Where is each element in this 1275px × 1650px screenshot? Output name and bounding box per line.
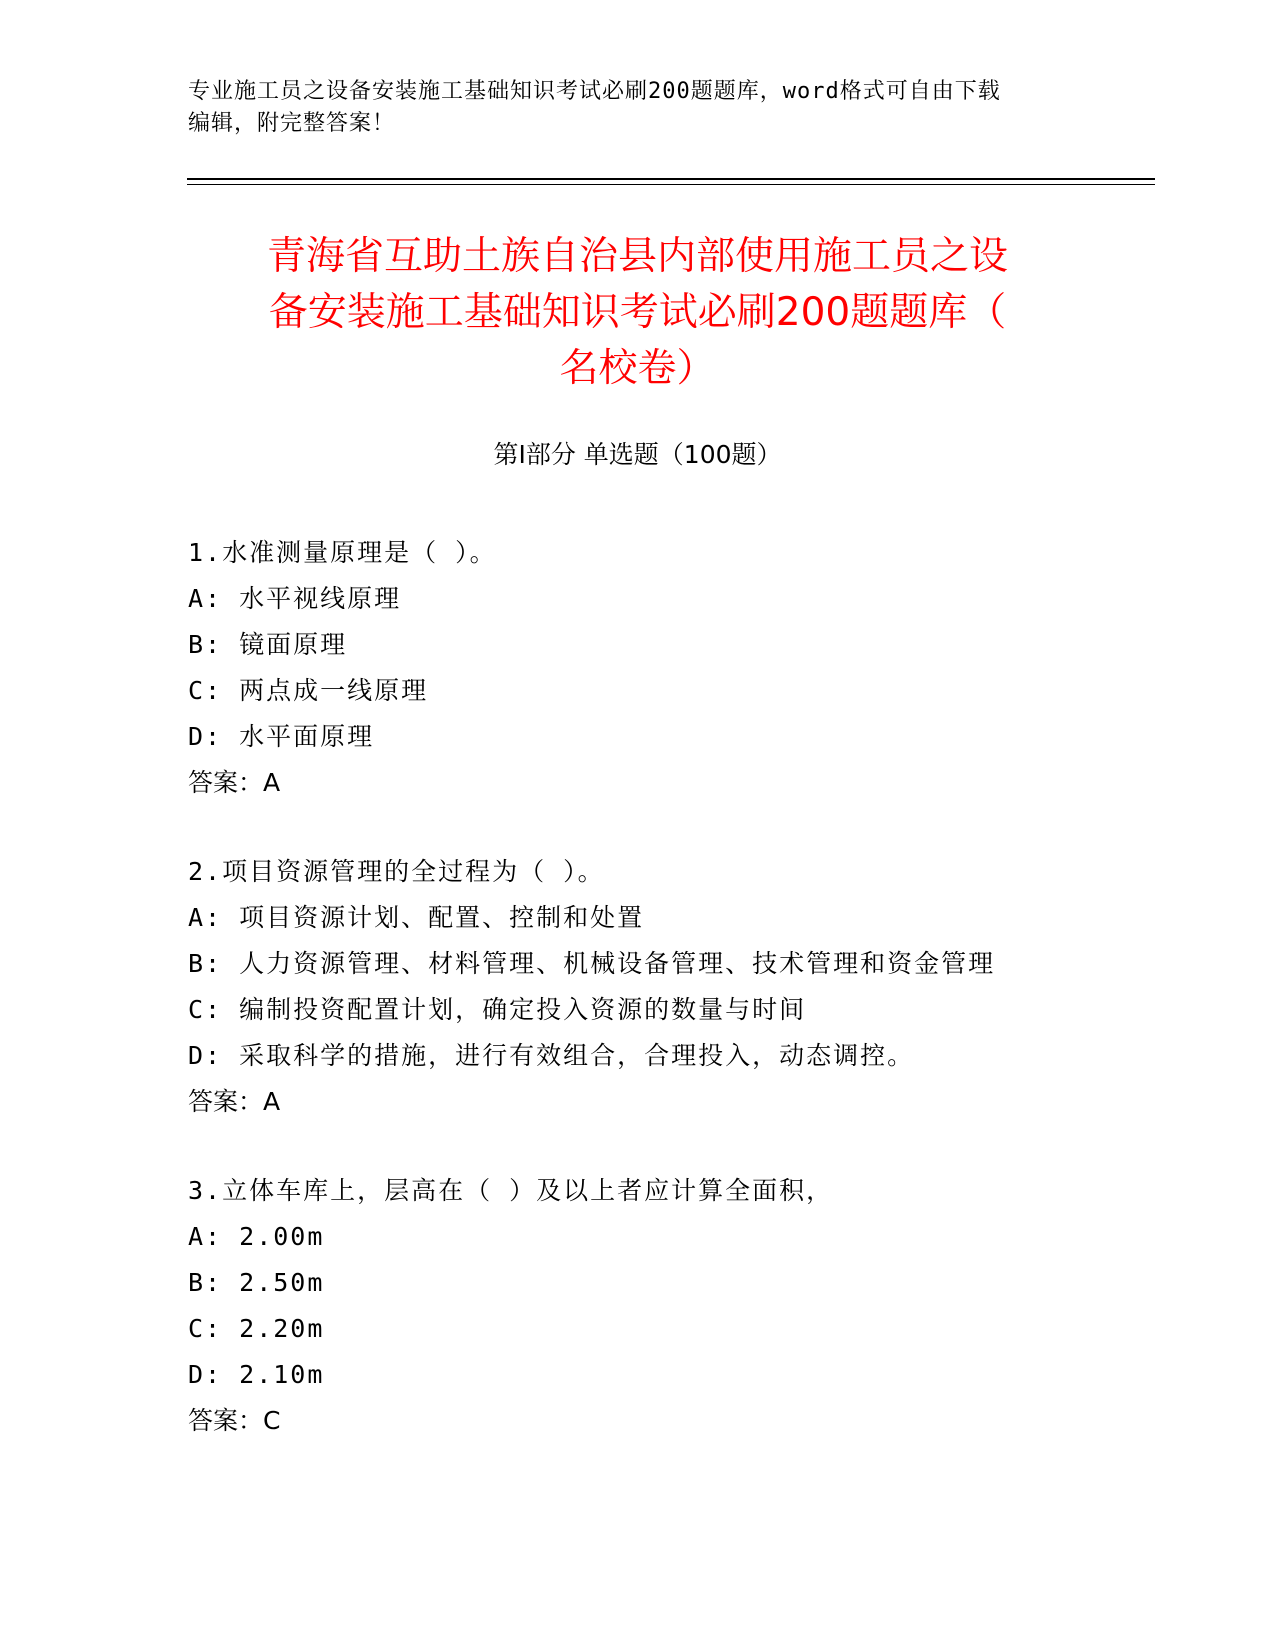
option-d: D: 2.10m [188,1360,325,1389]
header-note-line-1: 专业施工员之设备安装施工基础知识考试必刷200题题库，word格式可自由下载 [188,79,1001,104]
header-note [188,76,1068,140]
question-stem: 1.水准测量原理是（ ）。 [188,538,497,567]
question-stem: 3.立体车库上，层高在（ ）及以上者应计算全面积， [188,1176,834,1205]
question-item [188,530,1138,806]
option-c: C: 2.20m [188,1314,325,1343]
document-title-line-1: 青海省互助土族自治县内部使用施工员之设 [266,234,1008,279]
option-a: A: 水平视线原理 [188,584,402,613]
document-title-line-2: 备安装施工基础知识考试必刷200题题库（ [268,290,1007,335]
header-note-line-2: 编辑，附完整答案！ [188,111,396,136]
question-item [188,1168,1138,1444]
option-c: C: 两点成一线原理 [188,676,429,705]
answer-line: 答案：A [188,1087,281,1116]
section-heading: 第Ⅰ部分 单选题（100题） [493,440,782,469]
option-d: D: 采取科学的措施，进行有效组合，合理投入，动态调控。 [188,1041,915,1070]
header-divider-thick [187,178,1155,180]
header-divider-thin [187,184,1155,185]
question-list [188,530,1138,1487]
option-a: A: 2.00m [188,1222,325,1251]
option-a: A: 项目资源计划、配置、控制和处置 [188,903,645,932]
document-title-line-3: 名校卷） [559,346,716,391]
option-b: B: 人力资源管理、材料管理、机械设备管理、技术管理和资金管理 [188,949,996,978]
question-stem: 2.项目资源管理的全过程为（ ）。 [188,857,605,886]
option-b: B: 2.50m [188,1268,325,1297]
document-title [170,229,1105,397]
option-d: D: 水平面原理 [188,722,375,751]
option-b: B: 镜面原理 [188,630,348,659]
question-item [188,849,1138,1125]
answer-line: 答案：C [188,1406,281,1435]
option-c: C: 编制投资配置计划，确定投入资源的数量与时间 [188,995,807,1024]
answer-line: 答案：A [188,768,281,797]
